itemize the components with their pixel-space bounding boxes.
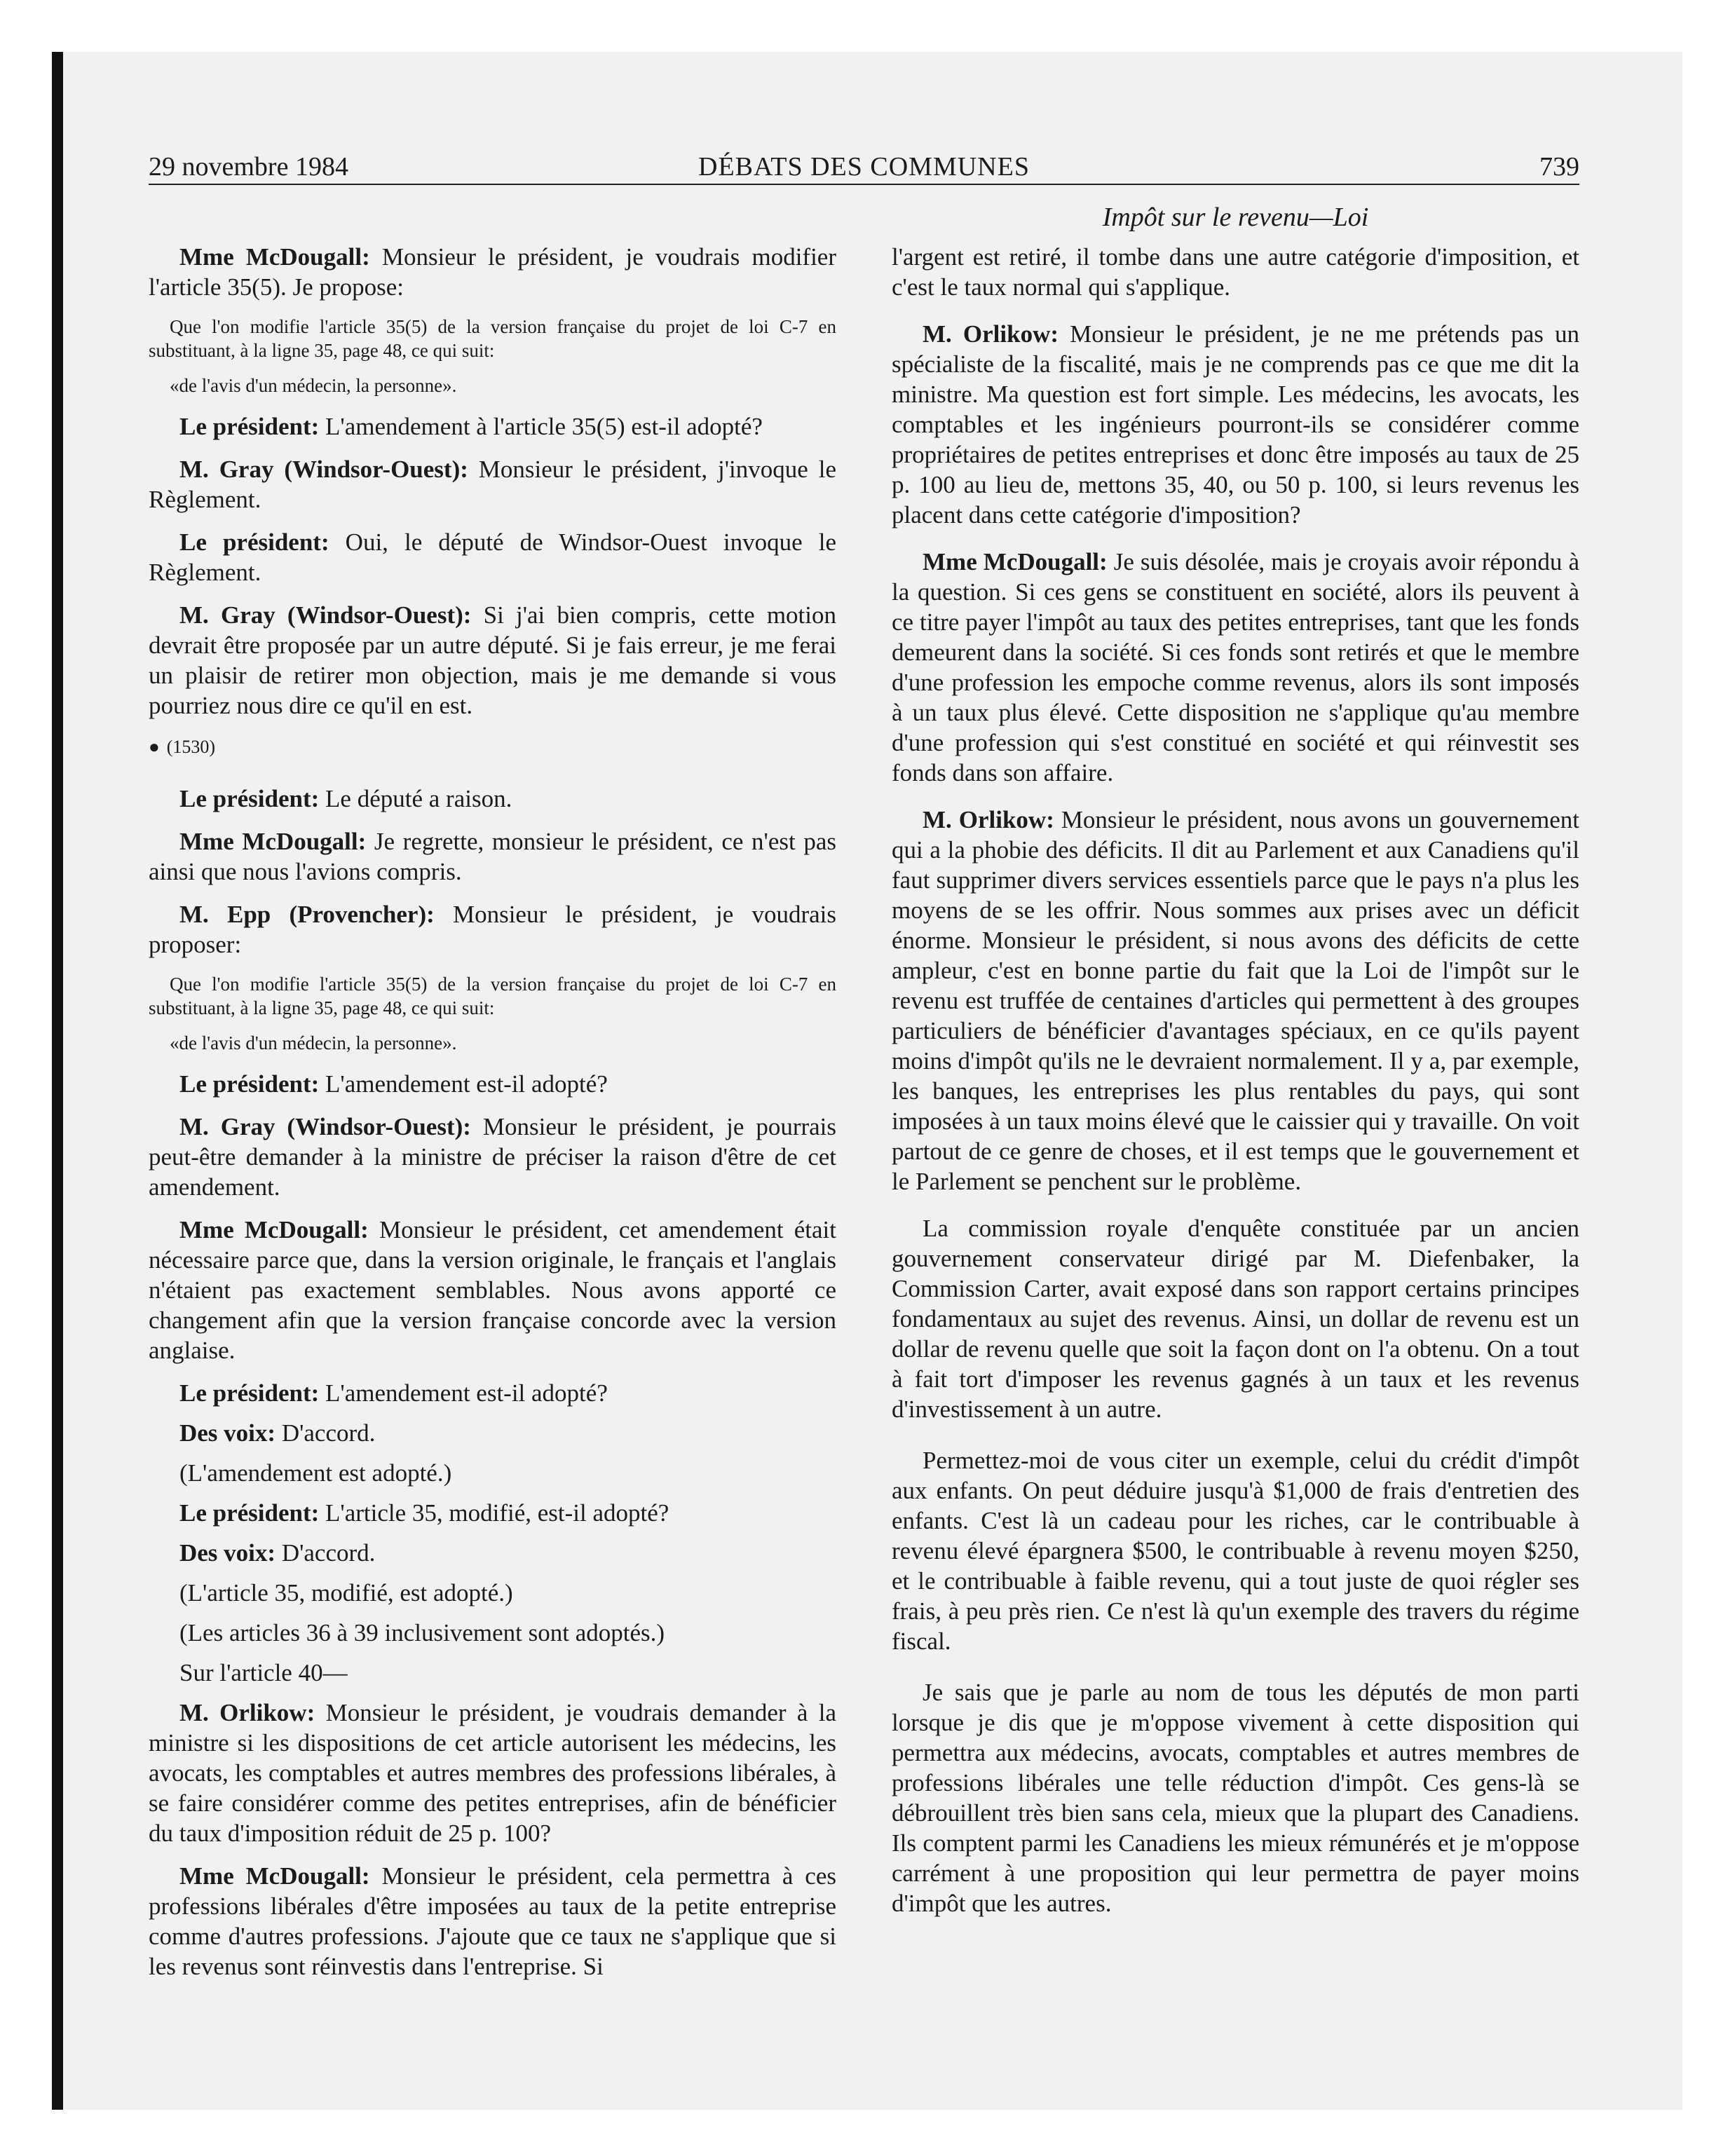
speech [892, 805, 1579, 1196]
section-subtitle: Impôt sur le revenu—Loi [1102, 203, 1369, 232]
speech-text: L'amendement est-il adopté? [319, 1379, 608, 1407]
speech-text: Si j'ai bien compris, cette motion devrait être proposée par un autre député. Si je fais erreur, je me ferai un plaisir de retirer mon objection, mais je me demande si vous pourriez nous dire ce qu'il en est. [149, 601, 836, 719]
speech [892, 319, 1579, 530]
speech-text: Monsieur le président, je voudrais demander à la ministre si les dispositions de cet article autorisent les médecins, les avocats, les comptables et autres membres des professions libérales, à se faire considérer comme des petites entreprises, afin de bénéficier du taux d'imposition réduit de 25 p. 100? [149, 1699, 836, 1847]
motion-text: Que l'on modifie l'article 35(5) de la version française du projet de loi C-7 en substituant, à la ligne 35, page 48, ce qui suit: [149, 316, 836, 361]
bullet-icon: ● [149, 737, 160, 757]
speech [149, 527, 836, 587]
speech [149, 784, 836, 814]
speaker: Mme McDougall: [179, 828, 367, 855]
speaker: M. Gray (Windsor-Ouest): [179, 456, 468, 483]
speaker: Le président: [179, 785, 320, 812]
speech-text: L'amendement est-il adopté? [319, 1070, 608, 1098]
speaker: Le président: [179, 1070, 320, 1098]
speech [149, 1215, 836, 1365]
page-number: 739 [1539, 152, 1579, 182]
speech-text: Monsieur le président, cela permettra à ces professions libérales d'être imposées au taux de la petite entreprise comme d'autres professions. J'ajoute que ce taux ne s'applique que si les revenus sont réinvestis dans l'entreprise. Si [149, 1862, 836, 1980]
speech-text: Monsieur le président, je pourrais peut-être demander à la ministre de préciser la raison d'être de cet amendement. [149, 1113, 837, 1201]
speech [149, 1861, 836, 1981]
header-title: DÉBATS DES COMMUNES [698, 152, 1030, 182]
speech-text: Monsieur le président, je ne me prétends pas un spécialiste de la fiscalité, mais je ne comprends pas ce que me dit la ministre. Ma question est fort simple. Les médecins, les avocats, les comptables et les ingénieurs pourront-ils se considérer comme propriétaires de petites entreprises et donc être imposés au taux de 25 p. 100 au lieu de, mettons 35, 40, ou 50 p. 100, si leurs revenus les placent dans cette catégorie d'imposition? [892, 320, 1580, 528]
speech-text: Monsieur le président, nous avons un gouvernement qui a la phobie des déficits. Il dit au Parlement et aux Canadiens qu'il faut supprimer divers services essentiels parce que le pays n'a plus les moyens de se les offrir. Nous sommes aux prises avec un déficit énorme. Monsieur le président, si nous avons des déficits de cette ampleur, c'est en bonne partie du fait que la Loi de l'impôt sur le revenu est truffée de centaines d'articles qui permettent à des groupes particuliers de bénéficier d'avantages spéciaux, en ce qu'ils payent moins d'impôt qu'ils ne le devraient normalement. Il y a, par exemple, les banques, les entreprises les plus rentables du pays, qui sont imposées à un taux moins élevé que le caissier qui y travaille. On voit partout de ce genre de choses, et il est temps que le gouvernement et le Parlement se penchent sur le problème. [892, 806, 1579, 1195]
speech-text: Monsieur le président, j'invoque le Règlement. [149, 456, 836, 513]
speech [149, 1498, 836, 1528]
scan-border [52, 52, 63, 2110]
motion-text: Que l'on modifie l'article 35(5) de la version française du projet de loi C-7 en substituant, à la ligne 35, page 48, ce qui suit: [149, 974, 836, 1018]
procedural-note: (Les articles 36 à 39 inclusivement sont adoptés.) [179, 1619, 665, 1646]
speech-text: Le député a raison. [319, 785, 512, 812]
speech [149, 454, 836, 514]
speech-text: Je regrette, monsieur le président, ce n'est pas ainsi que nous l'avions compris. [149, 828, 836, 885]
speaker: Le président: [179, 1499, 320, 1527]
speaker: M. Orlikow: [923, 806, 1054, 833]
motion-quote: «de l'avis d'un médecin, la personne». [170, 1032, 457, 1053]
speech [149, 1698, 836, 1848]
speech [149, 1112, 836, 1202]
speech [149, 1538, 836, 1568]
speech-text: Monsieur le président, cet amendement était nécessaire parce que, dans la version originale, le français et l'anglais n'étaient pas exactement semblables. Nous avons apporté ce changement afin que la version française concorde avec la version anglaise. [149, 1216, 836, 1364]
speech [149, 899, 836, 960]
procedural-note: (L'amendement est adopté.) [179, 1459, 452, 1487]
page-header [149, 149, 1579, 185]
speech-text: L'article 35, modifié, est-il adopté? [319, 1499, 669, 1527]
speaker: Le président: [179, 413, 320, 440]
speaker: M. Gray (Windsor-Ouest): [179, 601, 472, 629]
speech-text: D'accord. [275, 1419, 376, 1447]
speaker: M. Epp (Provencher): [179, 901, 435, 928]
time-stamp: (1530) [166, 737, 216, 757]
speech-text: Monsieur le président, je voudrais modifier l'article 35(5). Je propose: [149, 243, 836, 301]
speaker: M. Orlikow: [179, 1699, 315, 1726]
speech [149, 826, 836, 887]
speech [892, 547, 1579, 788]
left-column [149, 242, 836, 1994]
speaker: Le président: [179, 528, 329, 556]
right-column [892, 242, 1579, 1939]
header-date: 29 novembre 1984 [149, 152, 348, 182]
speech [149, 600, 836, 721]
speaker: Mme McDougall: [179, 1216, 369, 1243]
speaker: M. Orlikow: [923, 320, 1059, 348]
paragraph: Permettez-moi de vous citer un exemple, celui du crédit d'impôt aux enfants. On peut déduire jusqu'à $1,000 de frais d'entretien des enfants. C'est là un cadeau pour les riches, car le contribuable à revenu élevé épargnera $500, le contribuable à revenu moyen $250, et le contribuable à faible revenu, qui a tout juste de quoi régler ses frais, à peu près rien. Ce n'est là qu'un exemple des travers du régime fiscal. [892, 1447, 1579, 1655]
speaker: Mme McDougall: [179, 1862, 370, 1890]
speaker: Mme McDougall: [179, 243, 370, 271]
paragraph: La commission royale d'enquête constituée par un ancien gouvernement conservateur dirigé par M. Diefenbaker, la Commission Carter, avait exposé dans son rapport certains principes fondamentaux au sujet des revenus. Ainsi, un dollar de revenu est un dollar de revenu quelle que soit la façon dont on l'a obtenu. On a tout à fait tort d'imposer les revenus gagnés à un taux et les revenus d'investissement à un autre. [892, 1215, 1579, 1423]
speech-continuation: l'argent est retiré, il tombe dans une autre catégorie d'imposition, et c'est le taux normal qui s'applique. [892, 243, 1579, 301]
speech-text: Je suis désolée, mais je croyais avoir répondu à la question. Si ces gens se constituent en société, alors ils peuvent à ce titre payer l'impôt au taux des petites entreprises, tant que les fonds demeurent dans la société. Si ces fonds sont retirés et que le membre d'une profession les empoche comme revenus, alors ils sont imposés à un taux plus élevé. Cette disposition ne s'applique qu'au membre d'une profession qui s'est constitué en société et qui réinvestit ses fonds dans son affaire. [892, 548, 1579, 786]
speech [149, 1418, 836, 1448]
header-rule [149, 184, 1579, 185]
speech [149, 411, 836, 442]
speech-text: Monsieur le président, je voudrais proposer: [149, 901, 836, 958]
speech-text: Oui, le député de Windsor-Ouest invoque le Règlement. [149, 528, 836, 586]
speech [149, 1069, 836, 1099]
paragraph: Je sais que je parle au nom de tous les députés de mon parti lorsque je dis que je m'oppose vivement à cette disposition qui permettra aux médecins, avocats, comptables et autres membres de professions libérales une telle réduction d'impôt. Ces gens-là se débrouillent très bien sans cela, mieux que la plupart des Canadiens. Ils comptent parmi les Canadiens les mieux rémunérés et je m'oppose carrément à une proposition qui leur permettra de payer moins d'impôt que les autres. [892, 1679, 1579, 1917]
time-marker [149, 733, 836, 761]
speaker: M. Gray (Windsor-Ouest): [179, 1113, 471, 1140]
speech [149, 1378, 836, 1408]
speaker: Des voix: [179, 1539, 276, 1567]
procedural-note: Sur l'article 40— [179, 1659, 348, 1686]
procedural-note: (L'article 35, modifié, est adopté.) [179, 1579, 513, 1606]
speech-text: L'amendement à l'article 35(5) est-il adopté? [319, 413, 763, 440]
speaker: Le président: [179, 1379, 320, 1407]
speech-text: D'accord. [275, 1539, 376, 1567]
motion-quote: «de l'avis d'un médecin, la personne». [170, 375, 457, 396]
speaker: Mme McDougall: [923, 548, 1108, 575]
speech [149, 242, 836, 302]
speaker: Des voix: [179, 1419, 276, 1447]
